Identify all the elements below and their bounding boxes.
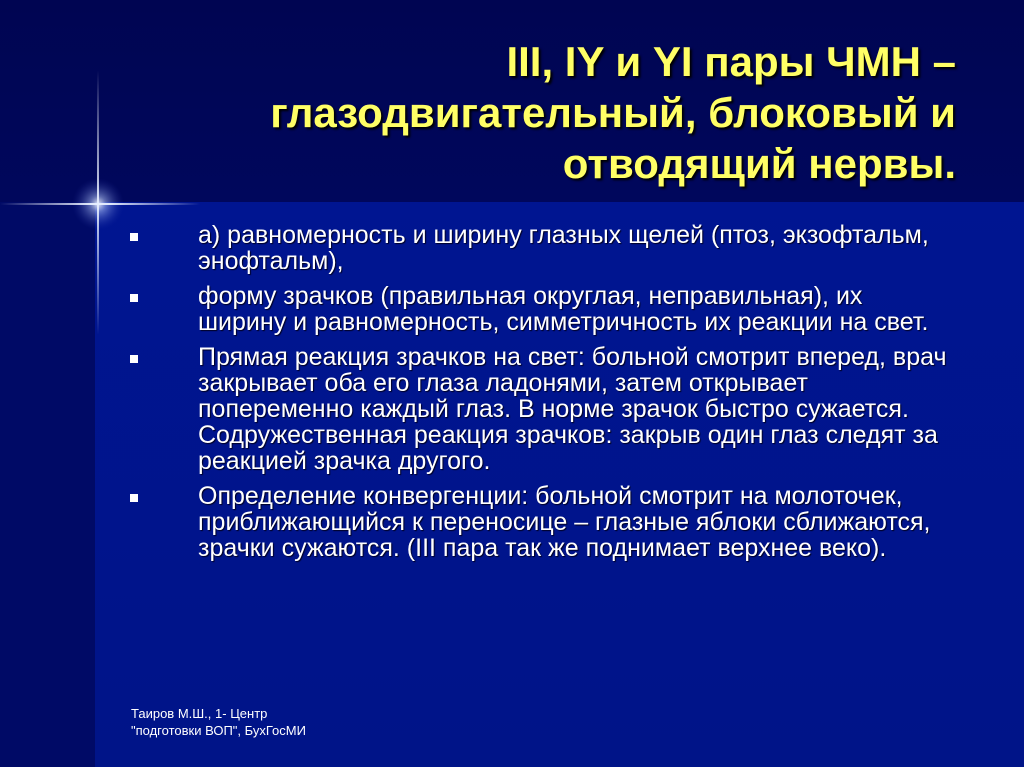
list-item-text: а) равномерность и ширину глазных щелей (птоз, экзофтальм, энофтальм), [198,221,929,275]
list-item-text: форму зрачков (правильная округлая, неправильная), их ширину и равномерность, симметричность их реакции на свет. [198,282,929,336]
list-item-text: Определение конвергенции: больной смотрит на молоточек, приближающийся к переносице – глазные яблоки сближаются, зрачки сужаются. (III пара так же поднимает верхнее веко). [198,482,931,562]
list-item [125,283,955,335]
title-line: глазодвигательный, блоковый и [270,89,956,136]
square-bullet-icon [130,355,138,363]
footer-line: Таиров М.Ш., 1- Центр [131,706,268,721]
title-line: III, IY и YI пары ЧМН – [506,38,956,85]
bullet-list [125,222,955,570]
footer-credit [131,705,306,739]
square-bullet-icon [130,233,138,241]
list-item [125,483,955,561]
list-item [125,344,955,474]
slide-title [136,36,956,189]
square-bullet-icon [130,294,138,302]
list-item [125,222,955,274]
title-line: отводящий нервы. [562,140,956,187]
list-item-text: Прямая реакция зрачков на свет: больной смотрит вперед, врач закрывает оба его глаза ладонями, затем открывает попеременно каждый глаз. В норме зрачок быстро сужается. Содружественная реакция зрачков: закрыв один глаз следят за реакцией зрачка другого. [198,343,947,475]
footer-line: "подготовки ВОП", БухГосМИ [131,723,306,738]
square-bullet-icon [130,494,138,502]
